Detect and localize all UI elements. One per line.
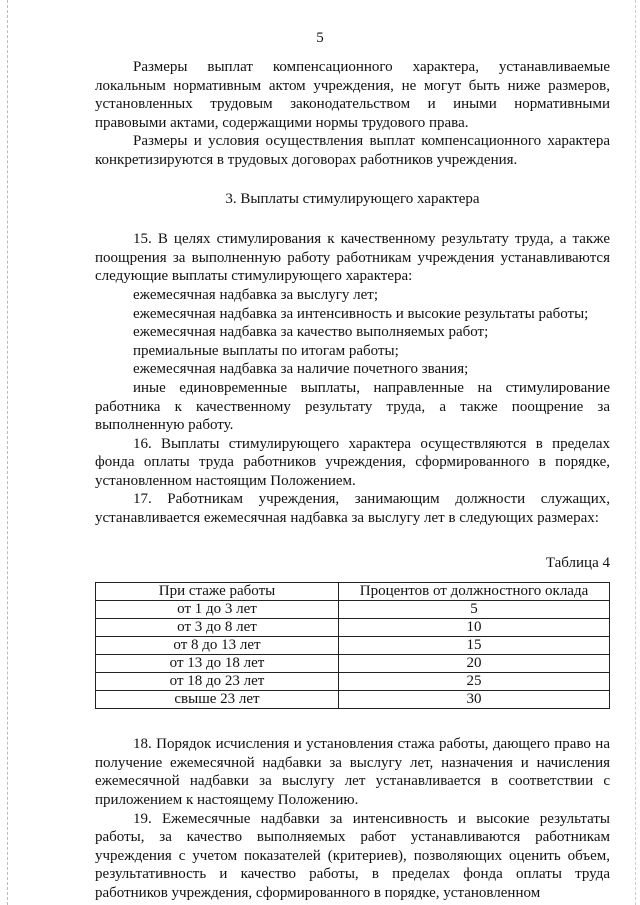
table-row xyxy=(96,637,610,655)
table-label: Таблица 4 xyxy=(545,554,610,571)
table-header-cell: Процентов от должностного оклада xyxy=(339,583,610,601)
table-row xyxy=(96,655,610,673)
table-row xyxy=(96,601,610,619)
table-cell: 25 xyxy=(339,673,610,691)
table-row xyxy=(96,619,610,637)
table-cell: от 8 до 13 лет xyxy=(96,637,339,655)
scan-edge-right xyxy=(635,0,637,905)
seniority-table xyxy=(95,582,610,709)
table-cell: 15 xyxy=(339,637,610,655)
scan-edge-left xyxy=(7,0,9,905)
page-number: 5 xyxy=(316,30,324,46)
table-row xyxy=(96,691,610,709)
paragraph-compensation-sizes: Размеры выплат компенсационного характера, устанавливаемые локальным нормативным актом учреждения, не могут быть ниже размеров, установленных трудовым законодательством и иными нормативными правовыми актами, содержащими нормы трудового права. xyxy=(95,59,610,131)
list-item: ежемесячная надбавка за выслугу лет; xyxy=(133,286,379,303)
list-item: ежемесячная надбавка за качество выполняемых работ; xyxy=(133,324,489,341)
paragraph-15-intro: 15. В целях стимулирования к качественному результату труда, а также поощрения за выполненную работу работникам учреждения устанавливаются следующие выплаты стимулирующего характера: xyxy=(95,231,610,285)
table-cell: 10 xyxy=(339,619,610,637)
table-cell: от 18 до 23 лет xyxy=(96,673,339,691)
paragraph-18: 18. Порядок исчисления и установления стажа работы, дающего право на получение ежемесячной надбавки за выслугу лет, назначения и начисления ежемесячной надбавки за выслугу лет устанавливается в соответствии с приложением к настоящему Положению. xyxy=(95,736,610,809)
list-item: ежемесячная надбавка за наличие почетного звания; xyxy=(133,361,469,378)
list-item: премиальные выплаты по итогам работы; xyxy=(133,342,399,359)
paragraph-19: 19. Ежемесячные надбавки за интенсивность и высокие результаты работы, за качество выполняемых работ устанавливаются работникам учреждения с учетом показателей (критериев), позволяющих оценить объем, результативность и качество работы, в пределах фонда оплаты труда работников учреждения, сформированного в порядке, установленном xyxy=(95,810,610,901)
paragraph-16: 16. Выплаты стимулирующего характера осуществляются в пределах фонда оплаты труда работников учреждения, сформированного в порядке, установленном настоящим Положением. xyxy=(95,435,610,489)
table-cell: 30 xyxy=(339,691,610,709)
paragraph-compensation-conditions: Размеры и условия осуществления выплат компенсационного характера конкретизируются в трудовых договорах работников учреждения. xyxy=(95,133,610,168)
table-header-cell: При стаже работы xyxy=(96,583,339,601)
paragraph-15-last: иные единовременные выплаты, направленные на стимулирование работника к качественному результату труда, а также поощрение за выполненную работу. xyxy=(95,379,610,434)
table-cell: от 13 до 18 лет xyxy=(96,655,339,673)
table-cell: от 3 до 8 лет xyxy=(96,619,339,637)
list-item: ежемесячная надбавка за интенсивность и высокие результаты работы; xyxy=(133,305,589,322)
table-cell: 20 xyxy=(339,655,610,673)
table-header-row xyxy=(96,583,610,601)
table-cell: от 1 до 3 лет xyxy=(96,601,339,619)
table-row xyxy=(96,673,610,691)
table-cell: свыше 23 лет xyxy=(96,691,339,709)
document-body xyxy=(95,58,610,903)
table-cell: 5 xyxy=(339,601,610,619)
paragraph-17: 17. Работникам учреждения, занимающим должности служащих, устанавливается ежемесячная надбавка за выслугу лет в следующих размерах: xyxy=(95,491,610,527)
section-heading: 3. Выплаты стимулирующего характера xyxy=(225,190,480,207)
